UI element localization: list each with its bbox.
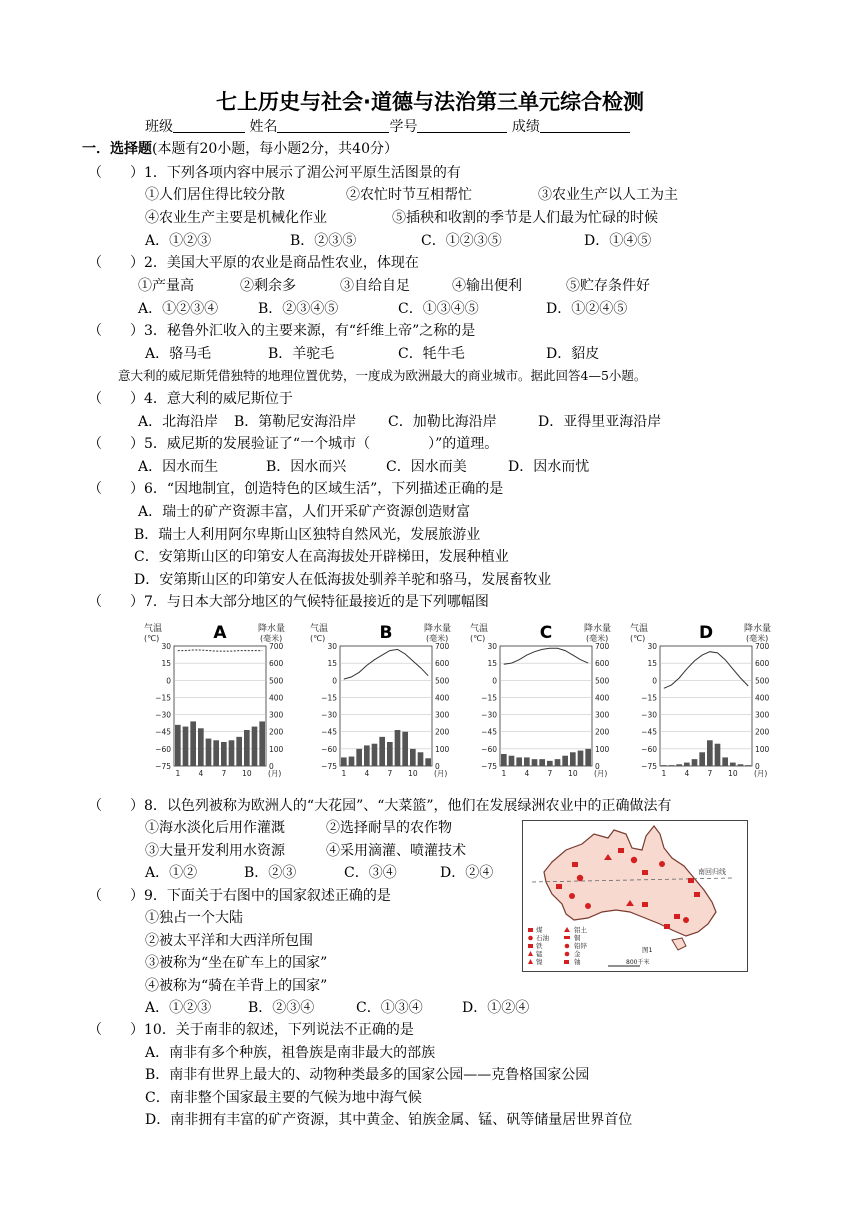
q4-stem-line xyxy=(88,388,293,408)
score-label: 成绩 xyxy=(511,119,540,135)
precip-tick-label: 500 xyxy=(269,676,284,686)
temp-tick-label: −30 xyxy=(155,710,171,720)
month-unit-label: (月) xyxy=(594,769,608,778)
precip-tick-label: 300 xyxy=(595,710,610,720)
q6-answer-a[interactable]: A．瑞士的矿产资源丰富，人们开采矿产资源创造财富 xyxy=(138,504,471,520)
q4-answer-a[interactable]: A．北海沿岸 xyxy=(138,414,219,430)
precip-bar xyxy=(547,761,553,766)
passage-text: 意大利的威尼斯凭借独特的地理位置优势，一度成为欧洲最大的商业城市。据此回答4—5小题。 xyxy=(118,368,647,383)
temp-tick-label: −75 xyxy=(155,762,171,771)
precip-tick-label: 300 xyxy=(435,710,450,720)
precip-tick-label: 400 xyxy=(269,693,284,703)
month-unit-label: (月) xyxy=(434,769,448,778)
temp-tick-label: −75 xyxy=(481,762,497,771)
answer-paren-open: （ xyxy=(88,323,102,339)
precip-bar xyxy=(259,721,265,766)
precip-tick-label: 600 xyxy=(435,659,450,669)
q8-answer-d[interactable]: D．②④ xyxy=(440,865,494,881)
climate-chart-b xyxy=(310,622,451,778)
precip-bar xyxy=(410,749,416,766)
chart-label: A xyxy=(213,623,227,643)
temp-tick-label: −60 xyxy=(641,744,657,754)
q2-option-1: ①产量高 xyxy=(138,278,194,294)
coal-symbol xyxy=(572,862,578,867)
page-title: 七上历史与社会·道德与法治第三单元综合检测 xyxy=(216,90,644,114)
section-note: (本题有20小题，每小题2分，共40分） xyxy=(152,141,398,157)
answer-paren-open: （ xyxy=(88,798,102,814)
precip-tick-label: 600 xyxy=(269,659,284,669)
precip-bar xyxy=(206,739,212,766)
precip-tick-label: 0 xyxy=(435,762,440,771)
temp-tick-label: 15 xyxy=(647,659,657,669)
q5-answer-b[interactable]: B．因水而兴 xyxy=(266,459,347,475)
precip-bar xyxy=(387,742,393,766)
gold-symbol xyxy=(569,893,575,899)
precip-bar xyxy=(364,745,370,766)
precip-unit-label: (毫米) xyxy=(426,634,449,643)
precip-tick-label: 200 xyxy=(435,727,450,737)
month-tick-label: 7 xyxy=(387,769,393,778)
id-field[interactable] xyxy=(417,117,507,133)
precip-bar xyxy=(252,727,258,766)
temp-axis-label: 气温 xyxy=(470,624,489,634)
precip-bar xyxy=(555,759,561,766)
q1-answer-a[interactable]: A．①②③ xyxy=(145,233,212,249)
q9-stem-line xyxy=(88,885,391,905)
gold-symbol xyxy=(577,875,583,881)
q3-stem-line xyxy=(88,320,475,340)
temp-tick-label: −15 xyxy=(321,693,337,703)
precip-tick-label: 200 xyxy=(269,727,284,737)
precip-bar xyxy=(379,737,385,766)
climate-chart-d xyxy=(630,622,771,778)
q8-option-4: ④采用滴灌、喷灌技术 xyxy=(326,843,466,859)
plot-frame xyxy=(660,646,752,766)
precip-bar xyxy=(539,759,545,766)
answer-paren-open: （ xyxy=(88,594,102,610)
temp-tick-label: 30 xyxy=(161,642,171,651)
q3-stem: 3．秘鲁外汇收入的主要来源，有“纤维上帝”之称的是 xyxy=(144,323,476,339)
legend-iron: 铁 xyxy=(536,942,543,950)
precip-tick-label: 700 xyxy=(269,642,284,651)
class-field[interactable] xyxy=(173,117,245,133)
plot-frame xyxy=(500,646,592,766)
q5-answer-a[interactable]: A．因水而生 xyxy=(138,459,219,475)
q2-option-2: ②剩余多 xyxy=(240,278,296,294)
answer-paren-close: ） xyxy=(130,436,144,452)
precip-bar xyxy=(676,764,682,766)
q10-answer-b[interactable]: B．南非有世界上最大的、动物种类最多的国家公园——克鲁格国家公园 xyxy=(145,1067,590,1083)
section-title: 一．选择题 xyxy=(82,141,152,157)
temp-unit-label: (℃) xyxy=(470,634,486,643)
precip-bar xyxy=(661,765,667,766)
section-heading xyxy=(82,138,398,158)
coal-symbol xyxy=(694,892,700,897)
q1-option-5: ⑤插秧和收割的季节是人们最为忙碌的时候 xyxy=(392,210,658,226)
answer-paren-close: ） xyxy=(130,481,144,497)
precip-bar xyxy=(578,751,584,766)
legend-copper: 铜 xyxy=(574,934,581,942)
temp-tick-label: 30 xyxy=(487,642,497,651)
climate-chart-a xyxy=(144,622,285,778)
coal-symbol xyxy=(664,924,670,929)
precip-unit-label: (毫米) xyxy=(586,634,609,643)
chart-label: C xyxy=(539,623,553,643)
precip-tick-label: 100 xyxy=(435,744,450,754)
q8-option-1: ①海水淡化后用作灌溉 xyxy=(145,820,285,836)
precip-bar xyxy=(356,749,362,766)
temp-tick-label: 30 xyxy=(647,642,657,651)
name-label: 姓名 xyxy=(249,119,278,135)
precip-tick-label: 300 xyxy=(269,710,284,720)
q9-option-2: ②被太平洋和大西洋所包围 xyxy=(145,933,313,949)
month-tick-label: 1 xyxy=(175,769,181,778)
precip-unit-label: (毫米) xyxy=(260,634,283,643)
precip-bar xyxy=(198,728,204,766)
q4-stem: 4．意大利的威尼斯位于 xyxy=(144,391,293,407)
answer-paren-close: ） xyxy=(130,798,144,814)
precip-bar xyxy=(516,757,522,766)
coal-symbol xyxy=(688,878,694,883)
q2-stem: 2．美国大平原的农业是商品性农业，体现在 xyxy=(144,255,419,271)
legend-bauxite: 铝土 xyxy=(574,926,587,934)
q1-option-3: ③农业生产以人工为主 xyxy=(538,187,678,203)
q6-answer-d[interactable]: D．安第斯山区的印第安人在低海拔处驯养羊驼和骆马，发展畜牧业 xyxy=(134,572,552,588)
answer-paren-open: （ xyxy=(88,436,102,452)
temp-tick-label: −15 xyxy=(481,693,497,703)
precip-bar xyxy=(692,759,698,766)
q2-option-5: ⑤贮存条件好 xyxy=(566,278,650,294)
precip-bar xyxy=(738,764,744,766)
q10-answer-d[interactable]: D．南非拥有丰富的矿产资源，其中黄金、铂族金属、锰、矾等储量居世界首位 xyxy=(145,1112,633,1128)
precip-bar xyxy=(183,727,189,766)
precip-tick-label: 400 xyxy=(435,693,450,703)
temp-tick-label: −15 xyxy=(641,693,657,703)
precip-tick-label: 600 xyxy=(755,659,770,669)
precip-bar xyxy=(213,740,219,766)
q4-answer-d[interactable]: D．亚得里亚海沿岸 xyxy=(538,414,662,430)
answer-paren-open: （ xyxy=(88,481,102,497)
precip-tick-label: 0 xyxy=(595,762,600,771)
precip-tick-label: 0 xyxy=(755,762,760,771)
precip-bar xyxy=(229,740,235,766)
month-unit-label: (月) xyxy=(754,769,768,778)
temp-tick-label: 0 xyxy=(652,676,657,686)
precip-tick-label: 400 xyxy=(755,693,770,703)
precip-tick-label: 700 xyxy=(435,642,450,651)
temp-tick-label: −45 xyxy=(481,727,497,737)
lead-zinc-symbol xyxy=(631,857,637,863)
chart-label: B xyxy=(379,623,393,643)
precip-bar xyxy=(341,757,347,766)
q1-stem: 1．下列各项内容中展示了湄公河平原生活图景的有 xyxy=(144,165,461,181)
q1-answer-c[interactable]: C．①②③⑤ xyxy=(421,233,502,249)
month-tick-label: 10 xyxy=(242,769,252,778)
q4-answer-b[interactable]: B．第勒尼安海沿岸 xyxy=(234,414,357,430)
oil-symbol xyxy=(683,917,689,923)
nickel-symbol xyxy=(585,903,591,909)
q6-stem-line xyxy=(88,478,503,498)
precip-bar xyxy=(372,744,378,766)
climate-chart-c xyxy=(470,622,611,778)
precip-tick-label: 100 xyxy=(269,744,284,754)
legend-nickel: 镍 xyxy=(536,958,543,966)
precip-bar xyxy=(175,725,181,766)
q2-stem-line xyxy=(88,252,419,272)
q2-answer-a[interactable]: A．①②③④ xyxy=(138,301,219,317)
month-tick-label: 10 xyxy=(408,769,418,778)
q2-option-3: ③自给自足 xyxy=(340,278,410,294)
q1-option-2: ②农忙时节互相帮忙 xyxy=(346,187,472,203)
precip-bar xyxy=(402,732,408,766)
temp-tick-label: −45 xyxy=(641,727,657,737)
precip-bar xyxy=(221,742,227,766)
precip-bar xyxy=(509,756,515,766)
precip-bar xyxy=(425,758,431,766)
q2-answer-b[interactable]: B．②③④⑤ xyxy=(258,301,339,317)
legend-manganese: 锰 xyxy=(536,950,543,958)
answer-paren-close: ） xyxy=(130,1022,144,1038)
precip-bar xyxy=(669,765,675,766)
month-tick-label: 1 xyxy=(661,769,667,778)
name-field[interactable] xyxy=(277,117,389,133)
temp-tick-label: −60 xyxy=(155,744,171,754)
temp-axis-label: 气温 xyxy=(144,624,163,634)
answer-paren-open: （ xyxy=(88,888,102,904)
plot-frame xyxy=(340,646,432,766)
q3-answer-c[interactable]: C．牦牛毛 xyxy=(398,346,465,362)
q1-option-4: ④农业生产主要是机械化作业 xyxy=(145,210,327,226)
q9-option-1: ①独占一个大陆 xyxy=(145,910,243,926)
answer-paren-close: ） xyxy=(130,165,144,181)
precip-tick-label: 500 xyxy=(755,676,770,686)
temp-tick-label: −60 xyxy=(481,744,497,754)
coal-symbol xyxy=(618,848,624,853)
precip-unit-label: (毫米) xyxy=(746,634,769,643)
q8-answer-c[interactable]: C．③④ xyxy=(344,865,397,881)
precip-bar xyxy=(524,757,530,766)
precip-bar xyxy=(244,730,250,766)
temp-tick-label: −60 xyxy=(321,744,337,754)
id-label: 学号 xyxy=(389,119,418,135)
answer-paren-open: （ xyxy=(88,391,102,407)
precip-tick-label: 400 xyxy=(595,693,610,703)
precip-axis-label: 降水量 xyxy=(744,624,772,634)
q6-answer-c[interactable]: C．安第斯山区的印第安人在高海拔处开辟梯田，发展种植业 xyxy=(134,549,509,565)
precip-bar xyxy=(707,740,713,766)
precip-tick-label: 500 xyxy=(595,676,610,686)
temp-tick-label: −30 xyxy=(641,710,657,720)
precip-bar xyxy=(349,757,355,766)
climate-charts xyxy=(140,618,780,786)
precip-bar xyxy=(190,721,196,766)
q2-answer-c[interactable]: C．①③④⑤ xyxy=(398,301,479,317)
precip-bar xyxy=(562,756,568,766)
temp-tick-label: −45 xyxy=(321,727,337,737)
scale-label: 800千米 xyxy=(626,959,650,966)
precip-tick-label: 0 xyxy=(269,762,274,771)
answer-paren-close: ） xyxy=(130,888,144,904)
q3-answer-b[interactable]: B．羊驼毛 xyxy=(268,346,335,362)
legend-coal: 煤 xyxy=(536,926,543,934)
temp-tick-label: 0 xyxy=(332,676,337,686)
answer-paren-open: （ xyxy=(88,1022,102,1038)
q1-stem-line xyxy=(88,162,461,182)
tropic-label: 南回归线 xyxy=(698,868,726,876)
legend-oil: 石油 xyxy=(536,934,549,942)
temp-axis-label: 气温 xyxy=(630,624,649,634)
temp-tick-label: 30 xyxy=(327,642,337,651)
q8-option-2: ②选择耐旱的农作物 xyxy=(326,820,452,836)
q7-stem: 7．与日本大部分地区的气候特征最接近的是下列哪幅图 xyxy=(144,594,489,610)
student-info-line xyxy=(145,116,630,136)
precip-bar xyxy=(395,730,401,766)
coal-symbol xyxy=(674,914,680,919)
q10-answer-c[interactable]: C．南非整个国家最主要的气候为地中海气候 xyxy=(145,1090,422,1106)
answer-paren-close: ） xyxy=(130,323,144,339)
precip-tick-label: 200 xyxy=(755,727,770,737)
q5-answer-d[interactable]: D．因水而忧 xyxy=(508,459,590,475)
precip-tick-label: 100 xyxy=(595,744,610,754)
temp-unit-label: (℃) xyxy=(310,634,326,643)
temp-tick-label: −15 xyxy=(155,693,171,703)
q8-option-3: ③大量开发利用水资源 xyxy=(145,843,285,859)
q5-stem-line xyxy=(88,433,498,453)
q6-answer-b[interactable]: B．瑞士人利用阿尔卑斯山区独特自然风光，发展旅游业 xyxy=(134,527,481,543)
q9-option-3: ③被称为“坐在矿车上的国家” xyxy=(145,955,328,971)
answer-paren-close: ） xyxy=(130,594,144,610)
q2-answer-d[interactable]: D．①②④⑤ xyxy=(546,301,628,317)
legend-lead-zinc: 铅锌 xyxy=(574,942,587,950)
precip-bar xyxy=(570,752,576,766)
q7-stem-line xyxy=(88,591,489,611)
temp-tick-label: 15 xyxy=(161,659,171,669)
precip-bar xyxy=(730,763,736,766)
precip-bar xyxy=(418,752,424,766)
precip-axis-label: 降水量 xyxy=(258,624,286,634)
precip-bar xyxy=(501,754,507,766)
precip-bar xyxy=(236,737,242,766)
chart-label: D xyxy=(698,623,714,643)
coal-symbol xyxy=(642,902,648,907)
q8-answer-a[interactable]: A．①② xyxy=(145,865,198,881)
answer-paren-open: （ xyxy=(88,255,102,271)
temp-tick-label: −75 xyxy=(641,762,657,771)
q3-answer-d[interactable]: D．貂皮 xyxy=(546,346,600,362)
temp-tick-label: 0 xyxy=(166,676,171,686)
precip-tick-label: 500 xyxy=(435,676,450,686)
q8-stem: 8．以色列被称为欧洲人的“大花园”、“大菜篮”，他们在发展绿洲农业中的正确做法有 xyxy=(144,798,672,814)
month-tick-label: 4 xyxy=(524,769,530,778)
q8-answer-b[interactable]: B．②③ xyxy=(244,865,297,881)
q8-stem-line xyxy=(88,795,672,815)
precip-bar xyxy=(715,744,721,766)
month-tick-label: 10 xyxy=(728,769,738,778)
temp-tick-label: 15 xyxy=(327,659,337,669)
precip-axis-label: 降水量 xyxy=(584,624,612,634)
q9-answer-a[interactable]: A．①②③ xyxy=(145,1000,212,1016)
precip-bar xyxy=(699,752,705,766)
precip-bar xyxy=(745,765,751,766)
temp-tick-label: −75 xyxy=(321,762,337,771)
q5-stem: 5．威尼斯的发展验证了“一个城市（ xyxy=(144,436,371,452)
copper-symbol xyxy=(659,861,665,867)
precip-tick-label: 200 xyxy=(595,727,610,737)
month-tick-label: 4 xyxy=(198,769,204,778)
temp-tick-label: −30 xyxy=(321,710,337,720)
temp-axis-label: 气温 xyxy=(310,624,329,634)
precip-bar xyxy=(684,763,690,766)
precip-tick-label: 700 xyxy=(595,642,610,651)
q9-stem: 9．下面关于右图中的国家叙述正确的是 xyxy=(144,888,391,904)
answer-paren-close: ） xyxy=(130,255,144,271)
q1-option-1: ①人们居住得比较分散 xyxy=(145,187,285,203)
iron-symbol xyxy=(556,884,562,889)
q10-answer-a[interactable]: A．南非有多个种族，祖鲁族是南非最大的部族 xyxy=(145,1045,436,1061)
q5-stem-end: ）”的道理。 xyxy=(428,436,499,452)
precip-axis-label: 降水量 xyxy=(424,624,452,634)
class-label: 班级 xyxy=(145,119,173,135)
q9-answer-d[interactable]: D．①②④ xyxy=(462,1000,530,1016)
coal-symbol xyxy=(642,870,648,875)
month-tick-label: 7 xyxy=(547,769,553,778)
month-tick-label: 10 xyxy=(568,769,578,778)
q10-stem: 10．关于南非的叙述，下列说法不正确的是 xyxy=(144,1022,414,1038)
precip-bar xyxy=(722,757,728,766)
legend-uranium: 铀 xyxy=(574,958,581,966)
month-tick-label: 7 xyxy=(221,769,227,778)
temp-unit-label: (℃) xyxy=(630,634,646,643)
month-tick-label: 1 xyxy=(501,769,507,778)
temp-tick-label: 0 xyxy=(492,676,497,686)
precip-bar xyxy=(585,749,591,766)
precip-tick-label: 300 xyxy=(755,710,770,720)
q2-option-4: ④输出便利 xyxy=(452,278,522,294)
month-tick-label: 7 xyxy=(707,769,713,778)
answer-paren-open: （ xyxy=(88,165,102,181)
q1-answer-d[interactable]: D．①④⑤ xyxy=(584,233,652,249)
score-field[interactable] xyxy=(540,117,630,133)
month-tick-label: 4 xyxy=(684,769,690,778)
q10-stem-line xyxy=(88,1019,414,1039)
temp-tick-label: −30 xyxy=(481,710,497,720)
q6-stem: 6．“因地制宜，创造特色的区域生活”，下列描述正确的是 xyxy=(144,481,504,497)
temp-unit-label: (℃) xyxy=(144,634,160,643)
precip-tick-label: 700 xyxy=(755,642,770,651)
q9-option-4: ④被称为“骑在羊背上的国家” xyxy=(145,978,328,994)
precip-tick-label: 100 xyxy=(755,744,770,754)
australia-mineral-map xyxy=(522,820,748,972)
answer-paren-close: ） xyxy=(130,391,144,407)
q5-answer-c[interactable]: C．因水而美 xyxy=(386,459,467,475)
legend-gold: 金 xyxy=(574,950,581,958)
temp-tick-label: −45 xyxy=(155,727,171,737)
q4-answer-c[interactable]: C．加勒比海沿岸 xyxy=(388,414,497,430)
precip-tick-label: 600 xyxy=(595,659,610,669)
precip-bar xyxy=(532,759,538,766)
month-unit-label: (月) xyxy=(268,769,282,778)
q9-answer-b[interactable]: B．②③④ xyxy=(248,1000,315,1016)
q3-answer-a[interactable]: A．骆马毛 xyxy=(145,346,212,362)
temp-tick-label: 15 xyxy=(487,659,497,669)
month-tick-label: 1 xyxy=(341,769,347,778)
q1-answer-b[interactable]: B．②③⑤ xyxy=(290,233,357,249)
figure-label: 图1 xyxy=(642,946,653,954)
month-tick-label: 4 xyxy=(364,769,370,778)
q9-answer-c[interactable]: C．①③④ xyxy=(356,1000,423,1016)
